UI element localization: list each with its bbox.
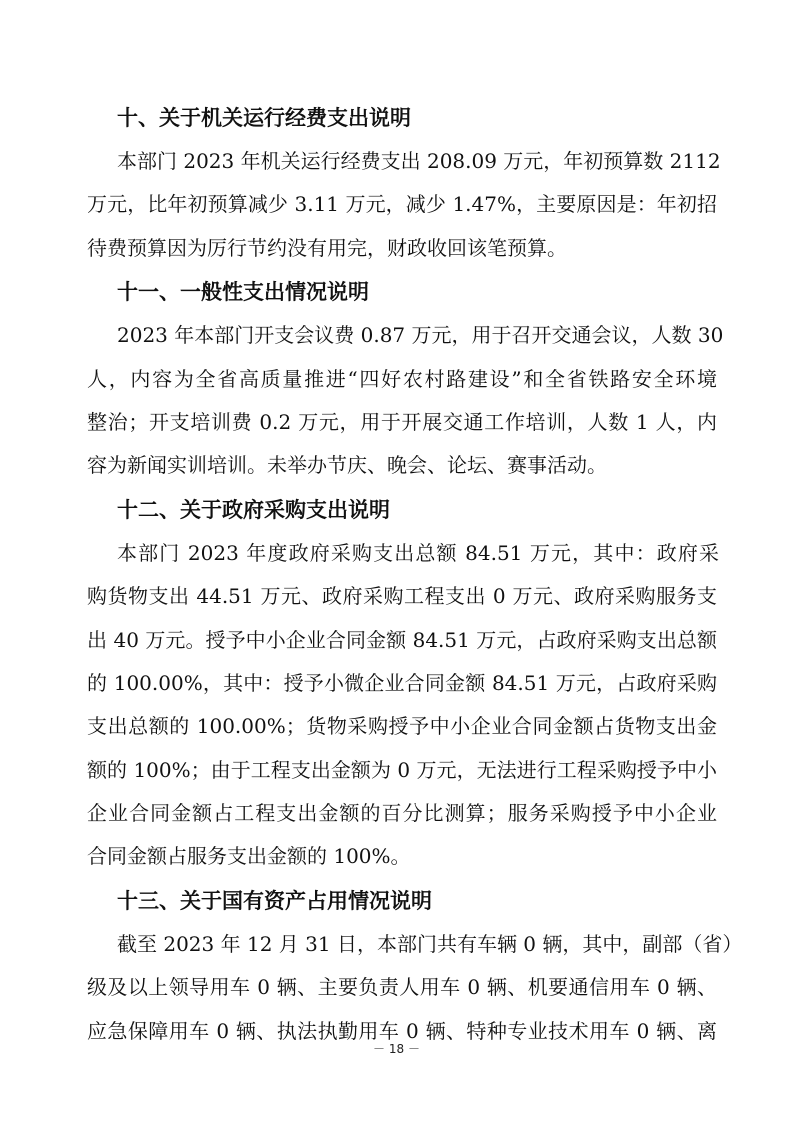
section-general-expenditure (87, 270, 724, 488)
paragraph-line: 的 100.00%，其中：授予小微企业合同金额 84.51 万元，占政府采购 (87, 670, 717, 695)
paragraph-line: 2023 年本部门开支会议费 0.87 万元，用于召开交通会议，人数 30 (117, 323, 724, 348)
section-heading: 十、关于机关运行经费支出说明 (117, 106, 411, 130)
section-heading: 十三、关于国有资产占用情况说明 (117, 888, 432, 913)
paragraph-line: 本部门 2023 年机关运行经费支出 208.09 万元，年初预算数 2112 (117, 149, 721, 173)
paragraph-line: 购货物支出 44.51 万元、政府采购工程支出 0 万元、政府采购服务支 (87, 584, 717, 609)
paragraph-line: 整治；开支培训费 0.2 万元，用于开展交通工作培训，人数 1 人，内 (87, 409, 717, 434)
paragraph-line: 本部门 2023 年度政府采购支出总额 84.51 万元，其中：政府采 (117, 540, 719, 565)
section-state-assets (87, 879, 743, 1053)
section-operating-expenses (87, 96, 721, 270)
section-heading: 十二、关于政府采购支出说明 (117, 497, 390, 522)
paragraph-line: 支出总额的 100.00%；货物采购授予中小企业合同金额占货物支出金 (87, 714, 717, 739)
paragraph-line: 级及以上领导用车 0 辆、主要负责人用车 0 辆、机要通信用车 0 辆、 (87, 975, 717, 1000)
paragraph-line: 出 40 万元。授予中小企业合同金额 84.51 万元，占政府采购支出总额 (87, 627, 717, 652)
section-heading: 十一、一般性支出情况说明 (117, 280, 369, 305)
paragraph-line: 待费预算因为厉行节约没有用完，财政收回该笔预算。 (87, 235, 567, 260)
paragraph-line: 容为新闻实训培训。未举办节庆、晚会、论坛、赛事活动。 (87, 453, 607, 478)
paragraph-line: 人，内容为全省高质量推进“四好农村路建设”和全省铁路安全环境 (87, 366, 717, 391)
paragraph (87, 140, 721, 270)
section-government-procurement (87, 488, 719, 879)
paragraph (87, 532, 719, 879)
paragraph-line: 截至 2023 年 12 月 31 日，本部门共有车辆 0 辆，其中，副部（省） (117, 931, 743, 956)
paragraph-line: 合同金额占服务支出金额的 100%。 (87, 844, 411, 869)
paragraph-line: 企业合同金额占工程支出金额的百分比测算；服务采购授予中小企业 (87, 801, 717, 826)
paragraph-line: 应急保障用车 0 辆、执法执勤用车 0 辆、特种专业技术用车 0 辆、离 (87, 1018, 717, 1043)
page-number: － 18 － (373, 1042, 420, 1056)
paragraph (87, 314, 724, 488)
paragraph-line: 额的 100%；由于工程支出金额为 0 万元，无法进行工程采购授予中小 (87, 757, 717, 782)
paragraph (87, 923, 743, 1053)
document-body (87, 96, 743, 1053)
paragraph-line: 万元，比年初预算减少 3.11 万元，减少 1.47%，主要原因是：年初招 (87, 192, 717, 217)
